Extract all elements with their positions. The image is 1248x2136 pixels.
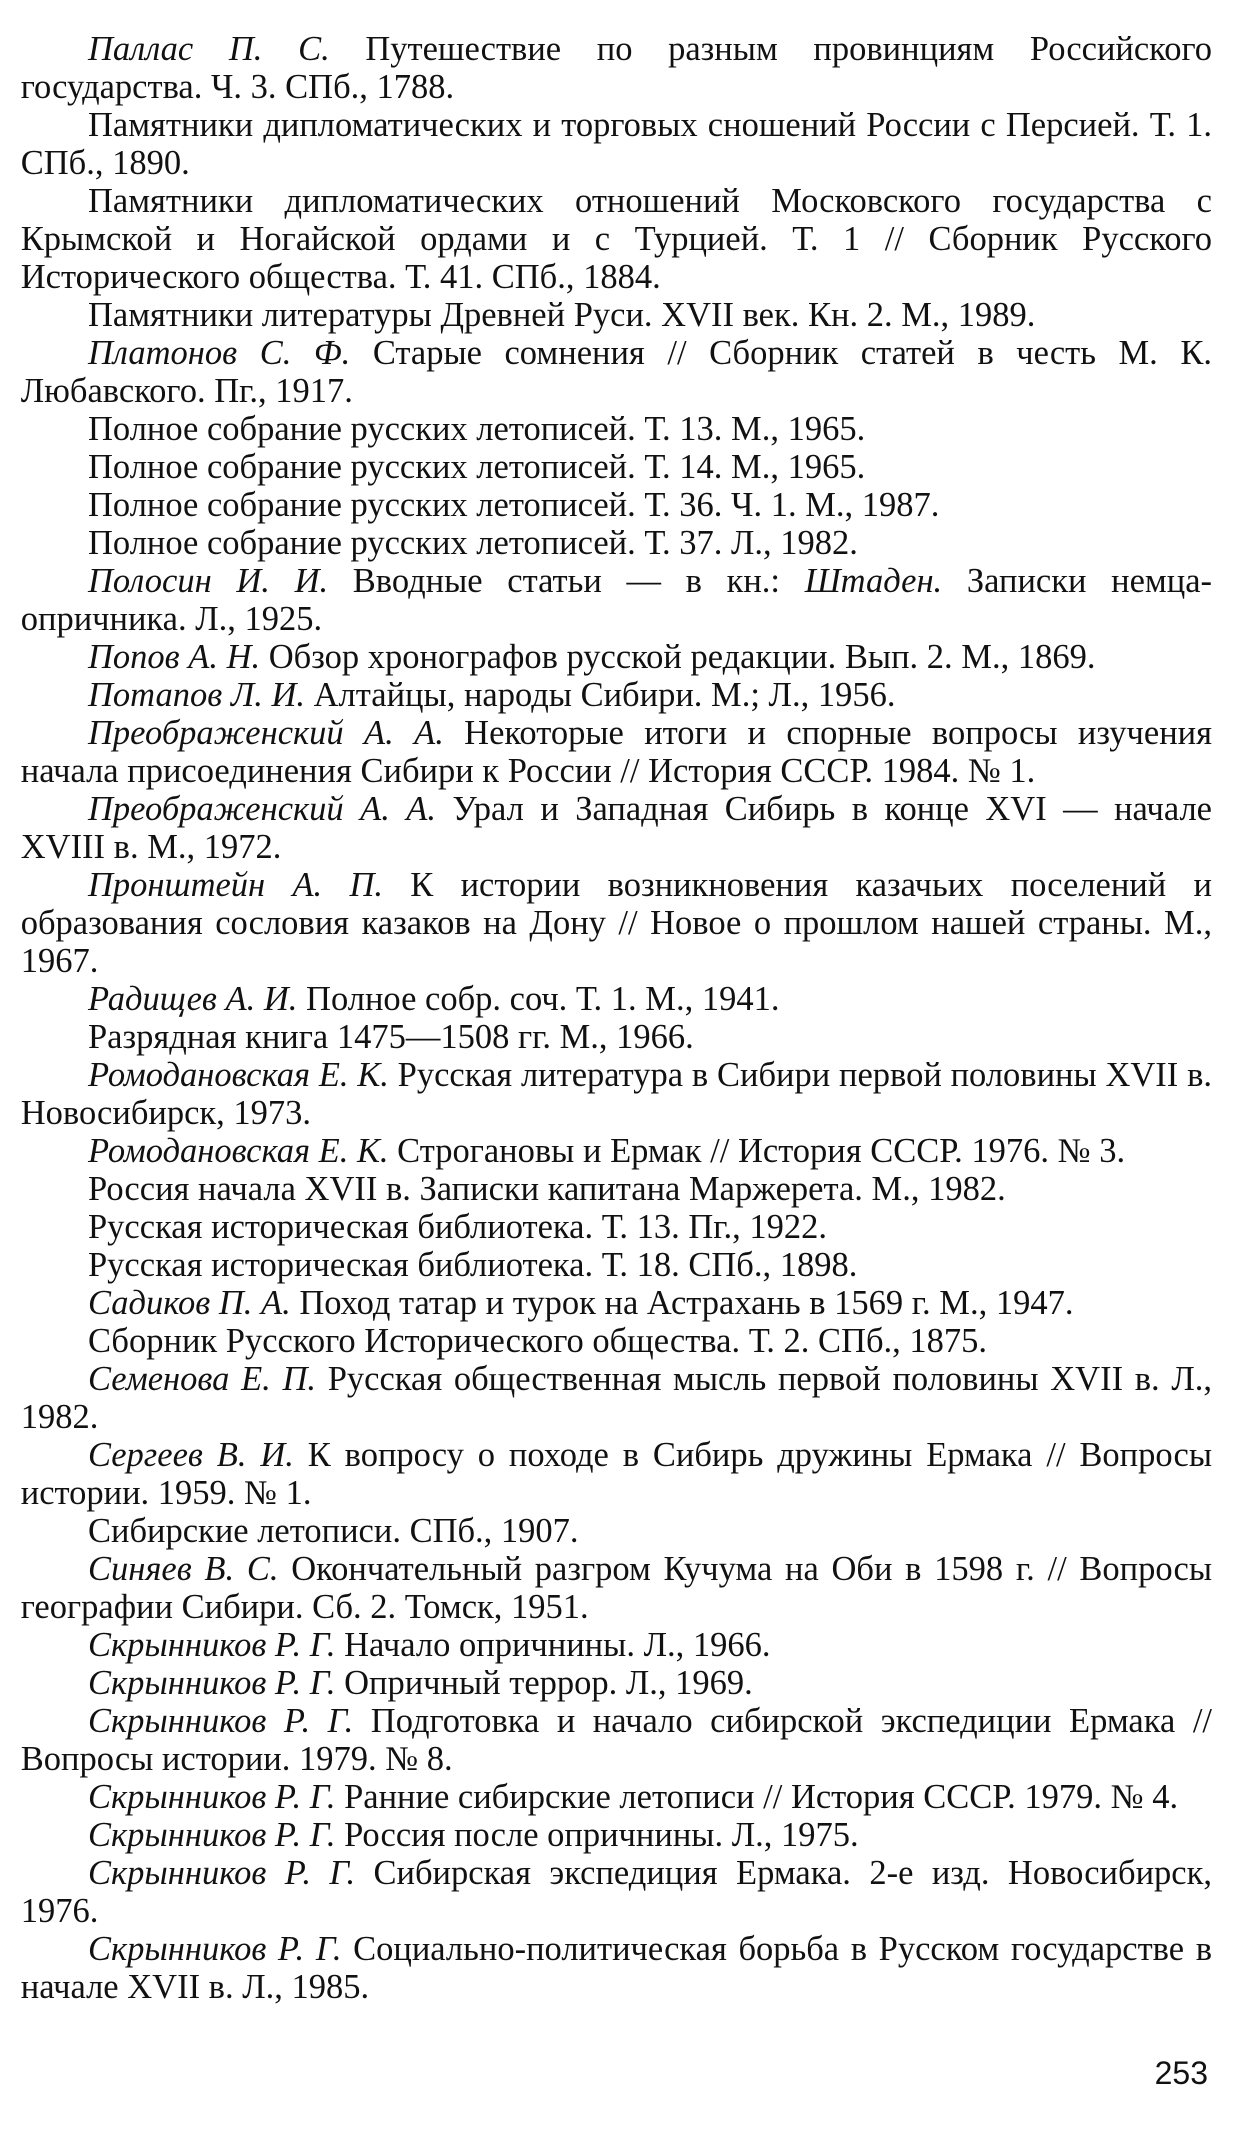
bibliography-entry: [21, 1132, 1212, 1170]
bibliography-entry: [21, 866, 1212, 980]
entry-text: Русская общественная мысль первой половины XVII в. Л., 1982.: [20, 1360, 1213, 1436]
entry-author: Скрынников Р. Г.: [88, 1664, 336, 1702]
entry-author: Семенова Е. П.: [88, 1360, 317, 1398]
entry-text: Полное собрание русских летописей. Т. 37. Л., 1982.: [88, 524, 858, 562]
bibliography-entry: [21, 676, 1212, 714]
entry-author: Скрынников Р. Г.: [88, 1778, 336, 1816]
entry-text: Сибирские летописи. СПб., 1907.: [88, 1512, 579, 1550]
bibliography-entry: [21, 30, 1212, 106]
page-number: 253: [1154, 2055, 1208, 2091]
entry-text: Поход татар и турок на Астрахань в 1569 г. М., 1947.: [290, 1284, 1074, 1322]
entry-text: Начало опричнины. Л., 1966.: [335, 1626, 771, 1664]
entry-author: Преображенский А. А.: [88, 790, 436, 828]
entry-text: Сибирская экспедиция Ермака. 2-е изд. Новосибирск, 1976.: [20, 1854, 1212, 1930]
entry-author: Синяев В. С.: [88, 1550, 279, 1588]
entry-text: Памятники дипломатических и торговых сношений России с Персией. Т. 1. СПб., 1890.: [20, 106, 1212, 182]
entry-author: Скрынников Р. Г.: [88, 1816, 336, 1854]
entry-text: Сборник Русского Исторического общества. Т. 2. СПб., 1875.: [88, 1322, 988, 1360]
entry-text: Урал и Западная Сибирь в конце XVI — начале XVIII в. М., 1972.: [20, 790, 1212, 866]
entry-text: К вопросу о походе в Сибирь дружины Ермака // Вопросы истории. 1959. № 1.: [20, 1436, 1212, 1512]
bibliography-entry: [21, 1778, 1212, 1816]
bibliography-entry: [21, 1360, 1212, 1436]
bibliography-entry: [21, 182, 1212, 296]
bibliography-entry: [21, 1816, 1212, 1854]
bibliography-entry: [21, 410, 1212, 448]
bibliography-list: [20, 30, 1213, 2006]
bibliography-entry: [21, 1246, 1212, 1284]
entry-text: Окончательный разгром Кучума на Оби в 1598 г. // Вопросы географии Сибири. Сб. 2. Томск, 1951.: [20, 1550, 1212, 1626]
bibliography-entry: [21, 334, 1212, 410]
bibliography-entry: [21, 1208, 1212, 1246]
entry-author: Платонов С. Ф.: [88, 334, 351, 372]
entry-author: Скрынников Р. Г.: [88, 1626, 336, 1664]
bibliography-entry: [21, 1056, 1212, 1132]
entry-text: Социально-политическая борьба в Русском государстве в начале XVII в. Л., 1985.: [20, 1930, 1212, 2006]
entry-author: Скрынников Р. Г.: [88, 1930, 342, 1968]
entry-author: Попов А. Н.: [88, 638, 261, 676]
entry-text: Памятники литературы Древней Руси. XVII век. Кн. 2. М., 1989.: [88, 296, 1036, 334]
entry-text: Ранние сибирские летописи // История СССР. 1979. № 4.: [335, 1778, 1179, 1816]
entry-text: Полное собрание русских летописей. Т. 36. Ч. 1. М., 1987.: [88, 486, 940, 524]
entry-text: Россия начала XVII в. Записки капитана Маржерета. М., 1982.: [88, 1170, 1006, 1208]
entry-author: Потапов Л. И.: [88, 676, 306, 714]
bibliography-entry: [21, 1702, 1212, 1778]
bibliography-entry: [21, 486, 1212, 524]
entry-author: Преображенский А. А.: [88, 714, 444, 752]
entry-text: Полное собр. соч. Т. 1. М., 1941.: [297, 980, 780, 1018]
entry-author: Сергеев В. И.: [88, 1436, 294, 1474]
bibliography-entry: [21, 1664, 1212, 1702]
entry-author-secondary: Штаден.: [804, 562, 943, 600]
bibliography-entry: [21, 296, 1212, 334]
bibliography-entry: [21, 1854, 1212, 1930]
entry-text: Полное собрание русских летописей. Т. 14. М., 1965.: [88, 448, 866, 486]
entry-author: Пронштейн А. П.: [88, 866, 383, 904]
entry-author: Радищев А. И.: [88, 980, 298, 1018]
entry-text: Обзор хронографов русской редакции. Вып. 2. М., 1869.: [260, 638, 1096, 676]
bibliography-entry: [21, 714, 1212, 790]
entry-text: Разрядная книга 1475—1508 гг. М., 1966.: [88, 1018, 694, 1056]
entry-text: Опричный террор. Л., 1969.: [335, 1664, 753, 1702]
entry-author: Скрынников Р. Г.: [88, 1854, 356, 1892]
entry-author: Садиков П. А.: [88, 1284, 291, 1322]
entry-text: Россия после опричнины. Л., 1975.: [335, 1816, 859, 1854]
bibliography-entry: [21, 638, 1212, 676]
entry-text: Алтайцы, народы Сибири. М.; Л., 1956.: [305, 676, 896, 714]
entry-author: Скрынников Р. Г.: [88, 1702, 354, 1740]
entry-text-secondary: Записки немца-опричника. Л., 1925.: [20, 562, 1212, 638]
entry-text: Русская историческая библиотека. Т. 13. Пг., 1922.: [88, 1208, 828, 1246]
bibliography-entry: [21, 1284, 1212, 1322]
bibliography-entry: [21, 1170, 1212, 1208]
bibliography-entry: [21, 1930, 1212, 2006]
entry-text: К истории возникновения казачьих поселений и образования сословия казаков на Дону // Новое о прошлом нашей страны. М., 1967.: [20, 866, 1212, 980]
entry-text: Памятники дипломатических отношений Московского государства с Крымской и Ногайской ордами и с Турцией. Т. 1 // Сборник Русского Исторического общества. Т. 41. СПб., 1884.: [20, 182, 1212, 296]
bibliography-entry: [21, 1018, 1212, 1056]
bibliography-entry: [21, 790, 1212, 866]
entry-text: Вводные статьи — в кн.:: [328, 562, 805, 600]
entry-text: Путешествие по разным провинциям Российского государства. Ч. 3. СПб., 1788.: [20, 30, 1212, 106]
bibliography-entry: [21, 562, 1212, 638]
bibliography-entry: [21, 1322, 1212, 1360]
entry-author: Паллас П. С.: [88, 30, 330, 68]
entry-text: Полное собрание русских летописей. Т. 13. М., 1965.: [88, 410, 866, 448]
entry-text: Русская историческая библиотека. Т. 18. СПб., 1898.: [88, 1246, 858, 1284]
bibliography-entry: [21, 1512, 1212, 1550]
entry-author: Ромодановская Е. К.: [88, 1132, 389, 1170]
bibliography-entry: [21, 980, 1212, 1018]
bibliography-entry: [21, 448, 1212, 486]
entry-text: Строгановы и Ермак // История СССР. 1976. № 3.: [388, 1132, 1126, 1170]
entry-text: Подготовка и начало сибирской экспедиции Ермака // Вопросы истории. 1979. № 8.: [20, 1702, 1212, 1778]
bibliography-entry: [21, 106, 1212, 182]
entry-author: Полосин И. И.: [88, 562, 329, 600]
bibliography-entry: [21, 524, 1212, 562]
bibliography-entry: [21, 1550, 1212, 1626]
bibliography-entry: [21, 1626, 1212, 1664]
entry-text: Некоторые итоги и спорные вопросы изучения начала присоединения Сибири к России // История СССР. 1984. № 1.: [20, 714, 1212, 790]
entry-text: Русская литература в Сибири первой половины XVII в. Новосибирск, 1973.: [20, 1056, 1212, 1132]
entry-author: Ромодановская Е. К.: [88, 1056, 389, 1094]
bibliography-entry: [21, 1436, 1212, 1512]
entry-text: Старые сомнения // Сборник статей в честь М. К. Любавского. Пг., 1917.: [20, 334, 1212, 410]
